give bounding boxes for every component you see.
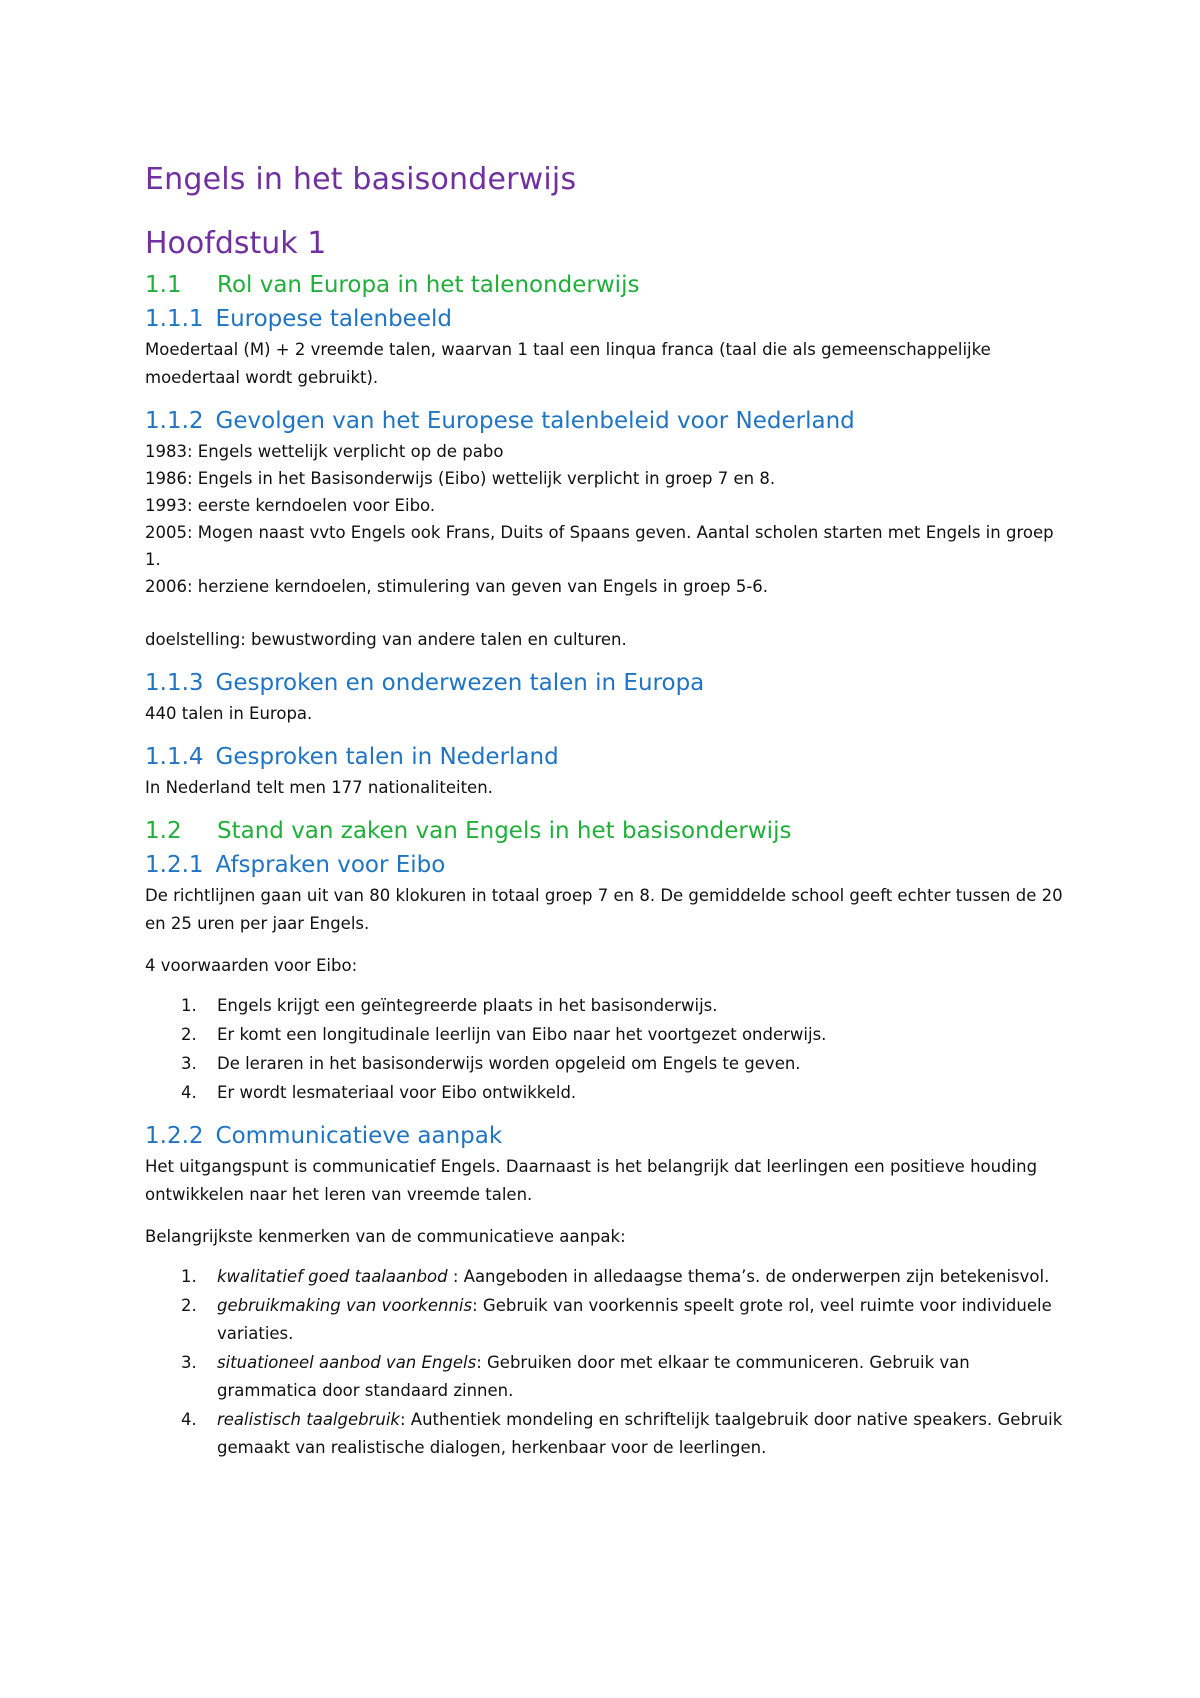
list-term: realistisch taalgebruik bbox=[217, 1410, 400, 1429]
subsection-title: Gesproken talen in Nederland bbox=[215, 744, 559, 770]
chapter-heading: Hoofdstuk 1 bbox=[145, 226, 327, 261]
list-intro: Belangrijkste kenmerken van de communicatieve aanpak: bbox=[145, 1227, 626, 1246]
list-term: situationeel aanbod van Engels bbox=[217, 1353, 477, 1372]
paragraph: Moedertaal (M) + 2 vreemde talen, waarvan 1 taal een linqua franca (taal die als gemeenschappelijke moedertaal wordt gebruikt). bbox=[145, 340, 991, 387]
characteristics-list bbox=[145, 1263, 1065, 1462]
list-number: 1. bbox=[181, 996, 197, 1015]
subsection-title: Afspraken voor Eibo bbox=[215, 852, 446, 878]
list-text bbox=[217, 1349, 1065, 1405]
timeline-line: 1983: Engels wettelijk verplicht op de pabo bbox=[145, 442, 504, 461]
list-item bbox=[145, 1050, 1065, 1078]
list-number: 1. bbox=[181, 1267, 197, 1286]
paragraph: 440 talen in Europa. bbox=[145, 704, 313, 723]
subsection-title: Gesproken en onderwezen talen in Europa bbox=[215, 670, 705, 696]
list-text: Er wordt lesmateriaal voor Eibo ontwikkeld. bbox=[217, 1083, 577, 1102]
section-number: 1.1 bbox=[145, 272, 182, 298]
paragraph-goal: doelstelling: bewustwording van andere talen en culturen. bbox=[145, 630, 627, 649]
timeline-line: 1986: Engels in het Basisonderwijs (Eibo) wettelijk verplicht in groep 7 en 8. bbox=[145, 469, 776, 488]
subsection-number: 1.2.1 bbox=[145, 852, 204, 878]
section-title: Stand van zaken van Engels in het basisonderwijs bbox=[217, 818, 792, 844]
subsection-number: 1.2.2 bbox=[145, 1123, 204, 1149]
subsection-number: 1.1.3 bbox=[145, 670, 204, 696]
subsection-heading-1-1-2 bbox=[145, 404, 1065, 438]
list-item bbox=[145, 1349, 1065, 1405]
list-number: 3. bbox=[181, 1353, 197, 1372]
list-text: De leraren in het basisonderwijs worden opgeleid om Engels te geven. bbox=[217, 1054, 801, 1073]
timeline-line: 2006: herziene kerndoelen, stimulering van geven van Engels in groep 5-6. bbox=[145, 577, 769, 596]
subsection-title: Europese talenbeeld bbox=[215, 306, 452, 332]
list-item bbox=[145, 1263, 1065, 1291]
subsection-heading-1-2-2 bbox=[145, 1119, 1065, 1153]
list-description: : Aangeboden in alledaagse thema’s. de onderwerpen zijn betekenisvol. bbox=[447, 1267, 1050, 1286]
list-term: kwalitatief goed taalaanbod bbox=[217, 1267, 448, 1286]
section-title: Rol van Europa in het talenonderwijs bbox=[217, 272, 640, 298]
list-intro: 4 voorwaarden voor Eibo: bbox=[145, 956, 358, 975]
list-text bbox=[217, 1263, 1065, 1291]
list-item bbox=[145, 1292, 1065, 1348]
timeline-line: 2005: Mogen naast vvto Engels ook Frans, Duits of Spaans geven. Aantal scholen starten met Engels in groep 1. bbox=[145, 523, 1054, 569]
subsection-title: Gevolgen van het Europese talenbeleid voor Nederland bbox=[215, 408, 855, 434]
list-description: : Gebruik van voorkennis speelt grote rol, veel ruimte voor individuele variaties. bbox=[217, 1296, 1052, 1343]
list-number: 2. bbox=[181, 1296, 197, 1315]
section-heading-1-2 bbox=[145, 814, 1065, 848]
paragraph: In Nederland telt men 177 nationaliteiten. bbox=[145, 778, 493, 797]
paragraph: De richtlijnen gaan uit van 80 klokuren in totaal groep 7 en 8. De gemiddelde school geeft echter tussen de 20 en 25 uren per jaar Engels. bbox=[145, 886, 1063, 933]
conditions-list bbox=[145, 992, 1065, 1107]
paragraph: Het uitgangspunt is communicatief Engels. Daarnaast is het belangrijk dat leerlingen een positieve houding ontwikkelen naar het leren van vreemde talen. bbox=[145, 1157, 1038, 1204]
subsection-number: 1.1.4 bbox=[145, 744, 204, 770]
list-text: Engels krijgt een geïntegreerde plaats in het basisonderwijs. bbox=[217, 996, 718, 1015]
list-number: 4. bbox=[181, 1083, 197, 1102]
list-item bbox=[145, 992, 1065, 1020]
document-page bbox=[145, 160, 1065, 1463]
subsection-heading-1-1-1 bbox=[145, 302, 1065, 336]
section-number: 1.2 bbox=[145, 818, 182, 844]
list-item bbox=[145, 1079, 1065, 1107]
list-description: : Authentiek mondeling en schriftelijk taalgebruik door native speakers. Gebruik gemaakt van realistische dialogen, herkenbaar voor de leerlingen. bbox=[217, 1410, 1063, 1457]
list-item bbox=[145, 1021, 1065, 1049]
subsection-heading-1-2-1 bbox=[145, 848, 1065, 882]
subsection-heading-1-1-3 bbox=[145, 666, 1065, 700]
list-text bbox=[217, 1406, 1065, 1462]
list-item bbox=[145, 1406, 1065, 1462]
list-description: : Gebruiken door met elkaar te communiceren. Gebruik van grammatica door standaard zinnen. bbox=[217, 1353, 970, 1400]
subsection-number: 1.1.2 bbox=[145, 408, 204, 434]
timeline-line: 1993: eerste kerndoelen voor Eibo. bbox=[145, 496, 436, 515]
document-title: Engels in het basisonderwijs bbox=[145, 162, 577, 197]
subsection-heading-1-1-4 bbox=[145, 740, 1065, 774]
section-heading-1-1 bbox=[145, 268, 1065, 302]
list-text bbox=[217, 1292, 1065, 1348]
subsection-number: 1.1.1 bbox=[145, 306, 204, 332]
list-number: 2. bbox=[181, 1025, 197, 1044]
list-term: gebruikmaking van voorkennis bbox=[217, 1296, 473, 1315]
list-number: 4. bbox=[181, 1410, 197, 1429]
subsection-title: Communicatieve aanpak bbox=[215, 1123, 503, 1149]
list-number: 3. bbox=[181, 1054, 197, 1073]
list-text: Er komt een longitudinale leerlijn van Eibo naar het voortgezet onderwijs. bbox=[217, 1025, 827, 1044]
